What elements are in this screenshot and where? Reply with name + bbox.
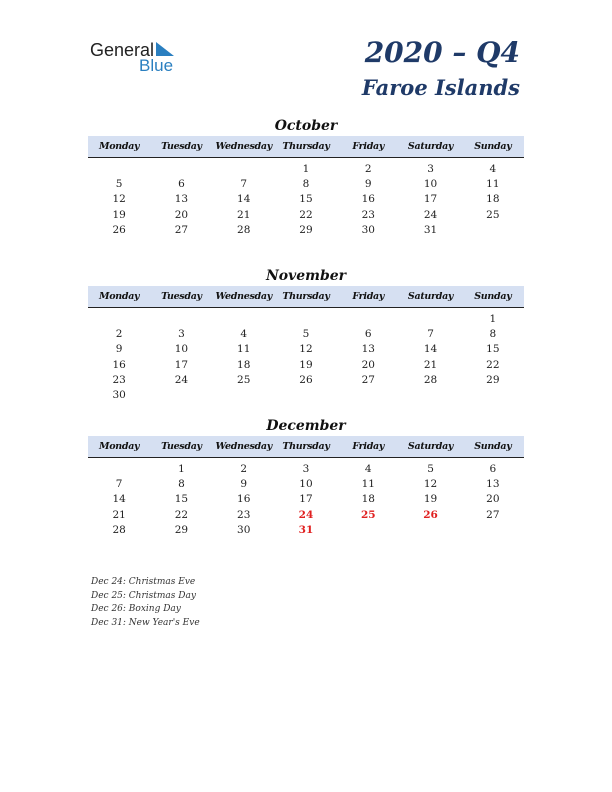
day-cell: 17 — [174, 358, 189, 371]
weekday-label: Friday — [352, 441, 385, 452]
day-cell — [399, 312, 461, 327]
weekday-label: Thursday — [282, 441, 330, 452]
day-cell: 27 — [486, 508, 500, 521]
day-cell — [88, 462, 150, 477]
day-cell: 11 — [486, 178, 500, 191]
holiday-note: Dec 24: Christmas Eve — [91, 577, 196, 587]
day-cell — [462, 523, 524, 538]
weekday-header — [88, 286, 524, 308]
weekday-label: Monday — [99, 441, 140, 452]
day-cell: 18 — [486, 193, 500, 206]
day-cell: 22 — [486, 358, 500, 371]
day-cell: 30 — [112, 388, 126, 401]
week-row — [88, 373, 524, 388]
day-cell: 24 — [298, 508, 314, 521]
day-cell: 25 — [237, 373, 251, 386]
holiday-notes — [91, 576, 200, 630]
day-cell: 17 — [423, 193, 438, 206]
week-row — [88, 312, 524, 327]
month-name: October — [274, 118, 338, 134]
day-cell: 26 — [423, 508, 438, 521]
day-cell: 6 — [178, 178, 185, 191]
day-cell: 15 — [486, 343, 500, 356]
day-cell: 6 — [489, 463, 497, 475]
week-row — [88, 462, 524, 477]
weekday-label: Wednesday — [215, 441, 272, 452]
day-cell: 2 — [115, 328, 123, 341]
day-cell: 24 — [423, 208, 438, 221]
day-cell: 11 — [237, 343, 251, 356]
week-row — [88, 162, 524, 177]
day-cell: 19 — [112, 208, 126, 221]
day-cell: 21 — [112, 508, 126, 521]
weekday-label: Saturday — [407, 441, 454, 452]
week-row — [88, 223, 524, 238]
day-cell: 23 — [237, 508, 251, 521]
weekday-header — [88, 136, 524, 158]
weekday-label: Saturday — [407, 141, 454, 152]
day-cell: 26 — [112, 223, 126, 236]
day-cell: 3 — [178, 328, 185, 341]
day-cell: 8 — [302, 178, 310, 191]
day-cell: 24 — [174, 373, 189, 386]
day-cell — [399, 388, 461, 403]
day-cell — [337, 312, 399, 327]
weekday-label: Sunday — [474, 441, 512, 452]
weekday-label: Thursday — [282, 291, 330, 302]
day-cell: 5 — [427, 463, 434, 475]
day-cell: 16 — [361, 193, 375, 206]
logo-text-blue: Blue — [139, 56, 174, 75]
day-cell: 1 — [302, 163, 310, 175]
weekday-label: Tuesday — [161, 291, 202, 302]
weekday-label: Tuesday — [161, 141, 202, 152]
day-cell: 26 — [299, 373, 313, 386]
month-november — [88, 266, 524, 403]
day-cell: 6 — [364, 328, 372, 341]
day-cell: 28 — [112, 523, 126, 536]
day-cell: 31 — [423, 223, 438, 236]
day-cell: 7 — [427, 328, 434, 341]
day-cell: 12 — [112, 193, 126, 206]
day-cell: 17 — [299, 493, 313, 506]
day-cell: 23 — [361, 208, 375, 221]
day-cell: 10 — [299, 478, 313, 491]
day-cell: 28 — [423, 373, 438, 386]
day-cell: 11 — [361, 478, 375, 491]
weekday-label: Wednesday — [215, 291, 272, 302]
week-row — [88, 342, 524, 357]
day-cell — [88, 312, 150, 327]
day-cell — [337, 523, 399, 538]
day-cell: 12 — [299, 343, 313, 356]
day-cell: 5 — [302, 328, 310, 341]
day-cell: 8 — [178, 478, 185, 491]
day-cell: 10 — [174, 343, 189, 356]
week-row — [88, 523, 524, 538]
page-title: 2020 – Q4 — [364, 36, 520, 69]
holiday-note: Dec 31: New Year's Eve — [91, 617, 200, 628]
day-cell — [88, 162, 150, 177]
day-cell: 14 — [112, 493, 126, 506]
day-cell: 10 — [423, 178, 438, 191]
day-cell: 7 — [240, 178, 248, 191]
day-cell: 27 — [361, 373, 375, 386]
week-row — [88, 492, 524, 507]
day-cell — [275, 388, 337, 403]
day-cell — [213, 162, 275, 177]
day-cell — [213, 388, 275, 403]
weekday-label: Sunday — [474, 291, 512, 302]
week-row — [88, 508, 524, 523]
day-cell: 4 — [364, 463, 372, 475]
day-cell: 16 — [237, 493, 251, 506]
day-cell: 22 — [299, 208, 313, 221]
weekday-label: Monday — [99, 291, 140, 302]
day-cell: 30 — [361, 223, 375, 236]
day-cell: 28 — [237, 223, 251, 236]
day-cell — [462, 223, 524, 238]
day-cell: 5 — [115, 178, 123, 191]
day-cell: 13 — [486, 478, 500, 491]
day-cell — [399, 523, 461, 538]
day-cell: 1 — [178, 463, 185, 475]
day-cell: 21 — [237, 208, 251, 221]
day-cell: 13 — [361, 343, 375, 356]
month-name: December — [266, 418, 346, 434]
week-row — [88, 208, 524, 223]
day-cell: 22 — [174, 508, 189, 521]
day-cell: 4 — [240, 328, 248, 341]
week-row — [88, 192, 524, 207]
day-cell: 9 — [240, 478, 248, 491]
day-cell: 18 — [237, 358, 251, 371]
weekday-label: Thursday — [282, 141, 330, 152]
day-cell: 3 — [427, 163, 434, 175]
day-cell — [150, 312, 212, 327]
day-cell: 29 — [174, 523, 189, 536]
day-cell — [275, 312, 337, 327]
day-cell: 14 — [423, 343, 438, 356]
day-cell: 18 — [361, 493, 375, 506]
week-row — [88, 477, 524, 492]
week-row — [88, 177, 524, 192]
day-cell: 15 — [299, 193, 313, 206]
day-cell — [462, 388, 524, 403]
day-cell: 7 — [115, 478, 123, 491]
day-cell: 19 — [299, 358, 313, 371]
weekday-label: Saturday — [407, 291, 454, 302]
month-october — [88, 116, 524, 238]
holiday-note: Dec 26: Boxing Day — [91, 604, 181, 615]
day-cell: 31 — [298, 523, 314, 536]
day-cell: 25 — [360, 508, 376, 521]
day-cell: 29 — [299, 223, 313, 236]
day-cell — [213, 312, 275, 327]
day-cell: 4 — [489, 163, 497, 175]
weekday-label: Monday — [99, 141, 140, 152]
weekday-label: Friday — [352, 141, 385, 152]
day-cell: 20 — [486, 493, 500, 506]
day-cell — [150, 162, 212, 177]
weekday-label: Tuesday — [161, 441, 202, 452]
day-cell — [337, 388, 399, 403]
day-cell: 19 — [423, 493, 438, 506]
day-cell: 1 — [489, 313, 497, 325]
week-row — [88, 358, 524, 373]
day-cell: 12 — [423, 478, 438, 491]
day-cell: 23 — [112, 373, 126, 386]
day-cell: 29 — [486, 373, 500, 386]
holiday-note: Dec 25: Christmas Day — [91, 590, 196, 601]
day-cell: 16 — [112, 358, 126, 371]
day-cell: 2 — [364, 163, 372, 175]
weekday-label: Wednesday — [215, 141, 272, 152]
day-cell: 9 — [364, 178, 372, 191]
day-cell: 20 — [174, 208, 189, 221]
day-cell: 13 — [174, 193, 189, 206]
country-subtitle: Faroe Islands — [361, 75, 520, 100]
day-cell: 14 — [237, 193, 251, 206]
day-cell: 27 — [174, 223, 189, 236]
month-december — [88, 416, 524, 538]
weekday-label: Sunday — [474, 141, 512, 152]
weekday-label: Friday — [352, 291, 385, 302]
week-row — [88, 388, 524, 403]
generalblue-logo — [90, 40, 190, 76]
day-cell: 25 — [486, 208, 500, 221]
day-cell: 15 — [174, 493, 189, 506]
day-cell: 9 — [115, 343, 123, 356]
day-cell: 30 — [237, 523, 251, 536]
day-cell: 20 — [361, 358, 375, 371]
weekday-header — [88, 436, 524, 458]
month-name: November — [265, 268, 347, 284]
day-cell: 8 — [489, 328, 497, 341]
day-cell — [150, 388, 212, 403]
day-cell: 2 — [240, 463, 248, 475]
day-cell: 3 — [302, 463, 310, 475]
logo-text-general: General — [90, 40, 155, 60]
day-cell: 21 — [423, 358, 438, 371]
week-row — [88, 327, 524, 342]
